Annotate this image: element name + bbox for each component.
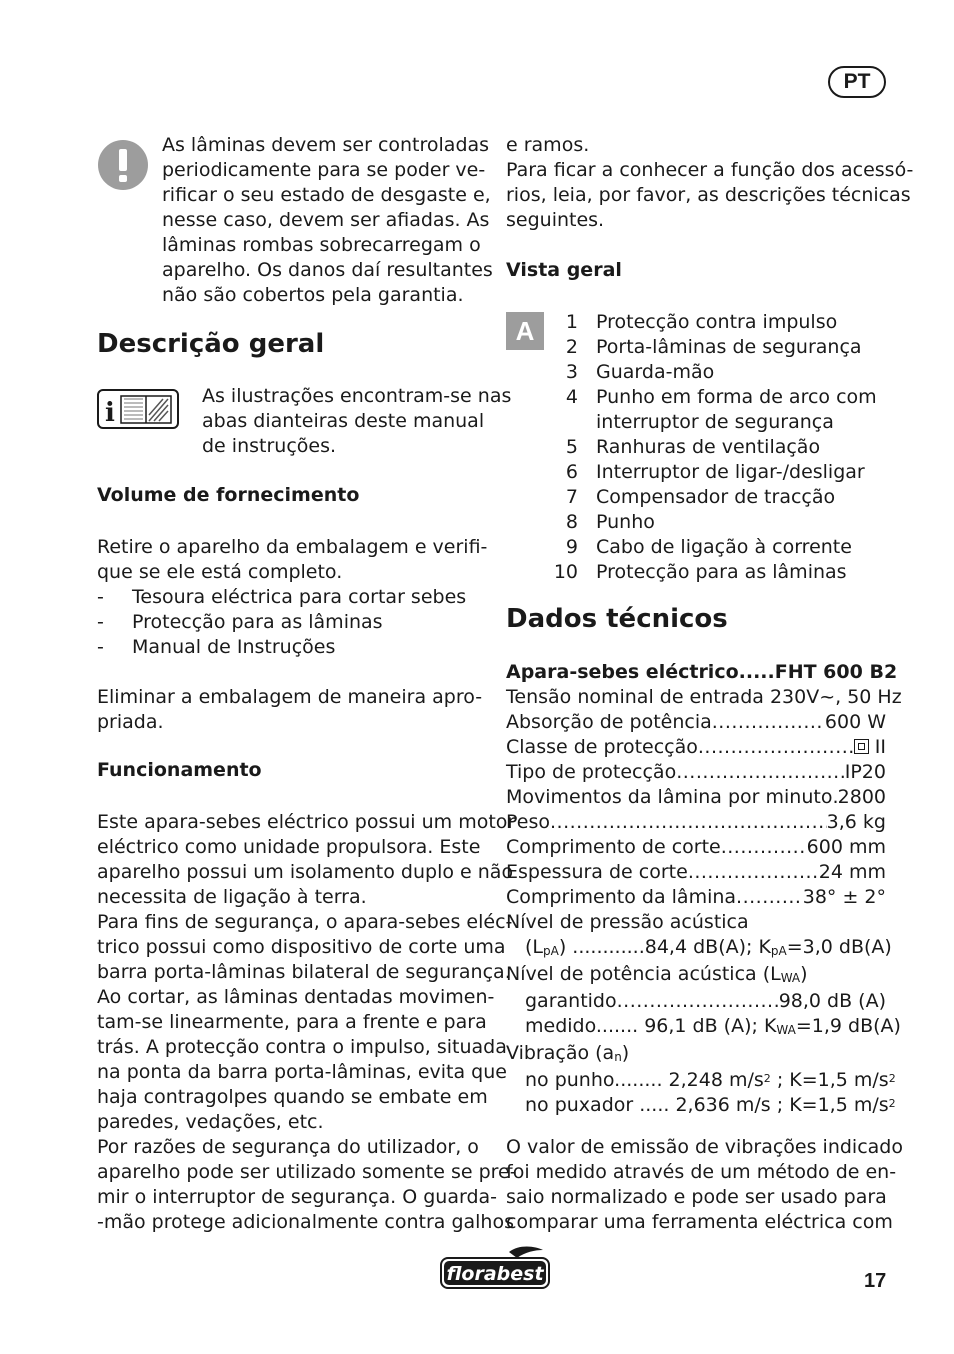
paragraph-line: haja contragolpes quando se embate em bbox=[97, 1086, 488, 1108]
list-item: 6 Interruptor de ligar-/desligar bbox=[565, 461, 865, 483]
paragraph-line: eléctrico como unidade propulsora. Este bbox=[97, 836, 481, 858]
section-title-dados: Dados técnicos bbox=[506, 604, 728, 634]
paragraph-line: barra porta-lâminas bilateral de segurança. bbox=[97, 961, 511, 983]
paragraph-line: tam-se linearmente, para a frente e para bbox=[97, 1011, 487, 1033]
page-number: 17 bbox=[864, 1270, 887, 1292]
volume-intro-line: que se ele está completo. bbox=[97, 561, 343, 583]
spec-cut-length: Comprimento de corte ..... 600 mm bbox=[506, 835, 886, 860]
info-book-icon bbox=[97, 389, 179, 429]
paragraph-line: trico possui como dispositivo de corte uma bbox=[97, 936, 506, 958]
warning-line: não são cobertos pela garantia. bbox=[162, 284, 464, 306]
subheading-volume: Volume de fornecimento bbox=[97, 484, 360, 506]
paragraph-line: Este apara-sebes eléctrico possui um motor bbox=[97, 811, 516, 833]
list-item: 7 Compensador de tracção bbox=[565, 486, 836, 508]
closing-text bbox=[506, 1135, 903, 1235]
paragraph-line: Para fins de segurança, o apara-sebes eléc- bbox=[97, 911, 513, 933]
list-item: 5 Ranhuras de ventilação bbox=[565, 436, 821, 458]
info-line: As ilustrações encontram-se nas bbox=[202, 385, 512, 407]
spec-measured: medido....... 96,1 dB (A); $K_{WA}=1,9$ dB(A) bbox=[525, 1015, 901, 1037]
spec-pressure-value: $(L_{pA})$ ............84,4 dB(A); $K_{pA}=3,0$ dB(A) bbox=[525, 936, 892, 958]
spec-thickness: Espessura de corte ..... 24 mm bbox=[506, 860, 886, 885]
list-item: 9 Cabo de ligação à corrente bbox=[565, 536, 852, 558]
list-item: 4 Punho em forma de arco com bbox=[565, 386, 877, 408]
paragraph-line: rios, leia, por favor, as descrições técnicas bbox=[506, 184, 911, 206]
spec-voltage: Tensão nominal de entrada 230V~, 50 Hz bbox=[506, 686, 902, 708]
spec-weight: Peso ..... 3,6 kg bbox=[506, 810, 886, 835]
list-item: 8 Punho bbox=[565, 511, 655, 533]
figure-label-a: A bbox=[506, 312, 544, 350]
list-item: 3 Guarda-mão bbox=[565, 361, 715, 383]
paragraph-line: trás. A protecção contra o impulso, situada bbox=[97, 1036, 507, 1058]
info-text bbox=[202, 384, 511, 459]
svg-text:i: i bbox=[105, 398, 115, 427]
spec-vibration-handle: no punho........ 2,248 $m/s^2$ ; K=1,5 $m/s^2$ bbox=[525, 1069, 896, 1091]
logo-text: florabest bbox=[446, 1263, 544, 1285]
paragraph-line: na ponta da barra porta-lâminas, evita que bbox=[97, 1061, 507, 1083]
warning-line: lâminas rombas sobrecarregam o bbox=[162, 234, 481, 256]
warning-line: nesse caso, devem ser afiadas. As bbox=[162, 209, 490, 231]
tech-specs bbox=[506, 660, 902, 1118]
spec-class: Classe de protecção ..... II bbox=[506, 735, 886, 760]
warning-line: As lâminas devem ser controladas bbox=[162, 134, 490, 156]
paragraph-line: comparar uma ferramenta eléctrica com bbox=[506, 1211, 893, 1233]
spec-power: Absorção de potência ..... 600 W bbox=[506, 710, 886, 735]
paragraph-line: O valor de emissão de vibrações indicado bbox=[506, 1136, 903, 1158]
warning-line: aparelho. Os danos daí resultantes bbox=[162, 259, 493, 281]
language-badge: PT bbox=[828, 66, 886, 98]
paragraph-line: -mão protege adicionalmente contra galhos bbox=[97, 1211, 514, 1233]
spec-type: Tipo de protecção ..... IP20 bbox=[506, 760, 886, 785]
florabest-logo bbox=[439, 1246, 551, 1294]
double-insulation-icon bbox=[854, 739, 869, 754]
funcionamento-text bbox=[97, 810, 517, 1235]
paragraph-line: mir o interruptor de segurança. O guarda- bbox=[97, 1186, 498, 1208]
warning-line: periodicamente para se poder ve- bbox=[162, 159, 486, 181]
paragraph-line: aparelho pode ser utilizado somente se pre- bbox=[97, 1161, 517, 1183]
exclamation-warning-icon bbox=[98, 140, 148, 190]
spec-blade-length: Comprimento da lâmina ..... 38° ± 2° bbox=[506, 885, 886, 910]
subheading-vista-geral: Vista geral bbox=[506, 259, 622, 281]
spec-power-level-label: Nível de potência acústica $(L_{WA})$ bbox=[506, 963, 808, 985]
paragraph-line: seguintes. bbox=[506, 209, 605, 231]
paragraph-line: e ramos. bbox=[506, 134, 590, 156]
list-item: 1 Protecção contra impulso bbox=[565, 311, 838, 333]
volume-outro-line: Eliminar a embalagem de maneira apro- bbox=[97, 686, 483, 708]
paragraph-line: foi medido através de um método de en- bbox=[506, 1161, 897, 1183]
subheading-funcionamento: Funcionamento bbox=[97, 759, 262, 781]
right-intro bbox=[506, 133, 913, 233]
warning-text bbox=[162, 133, 493, 308]
spec-model: Apara-sebes eléctrico.....FHT 600 B2 bbox=[506, 661, 898, 683]
volume-list bbox=[97, 585, 466, 660]
list-item: - Tesoura eléctrica para cortar sebes bbox=[97, 586, 467, 608]
spec-moves: Movimentos da lâmina por minuto ..... 2800 bbox=[506, 785, 886, 810]
volume-outro bbox=[97, 685, 482, 735]
list-item: 2 Porta-lâminas de segurança bbox=[565, 336, 862, 358]
spec-vibration-label: Vibração $(a_n)$ bbox=[506, 1042, 630, 1064]
list-item: interruptor de segurança bbox=[596, 411, 834, 433]
paragraph-line: paredes, vedações, etc. bbox=[97, 1111, 324, 1133]
list-item: 10 Protecção para as lâminas bbox=[553, 561, 847, 583]
volume-outro-line: priada. bbox=[97, 711, 164, 733]
volume-intro-line: Retire o aparelho da embalagem e verifi- bbox=[97, 536, 488, 558]
volume-intro bbox=[97, 535, 487, 585]
list-item: - Protecção para as lâminas bbox=[97, 611, 383, 633]
warning-line: rificar o seu estado de desgaste e, bbox=[162, 184, 491, 206]
info-line: abas dianteiras deste manual bbox=[202, 410, 485, 432]
info-line: de instruções. bbox=[202, 435, 337, 457]
paragraph-line: Por razões de segurança do utilizador, o bbox=[97, 1136, 479, 1158]
list-item: - Manual de Instruções bbox=[97, 636, 336, 658]
paragraph-line: saio normalizado e pode ser usado para bbox=[506, 1186, 887, 1208]
paragraph-line: aparelho possui um isolamento duplo e não bbox=[97, 861, 514, 883]
spec-vibration-pull: no puxador ..... 2,636 m/s ; K=1,5 $m/s^2$ bbox=[525, 1094, 896, 1116]
paragraph-line: Para ficar a conhecer a função dos acessó- bbox=[506, 159, 914, 181]
section-title-descricao: Descrição geral bbox=[97, 329, 325, 359]
spec-guaranteed: garantido ..... 98,0 dB (A) bbox=[506, 989, 886, 1014]
overview-list bbox=[550, 310, 877, 585]
paragraph-line: Ao cortar, as lâminas dentadas movimen- bbox=[97, 986, 495, 1008]
spec-pressure-label: Nível de pressão acústica bbox=[506, 911, 749, 933]
paragraph-line: necessita de ligação à terra. bbox=[97, 886, 367, 908]
